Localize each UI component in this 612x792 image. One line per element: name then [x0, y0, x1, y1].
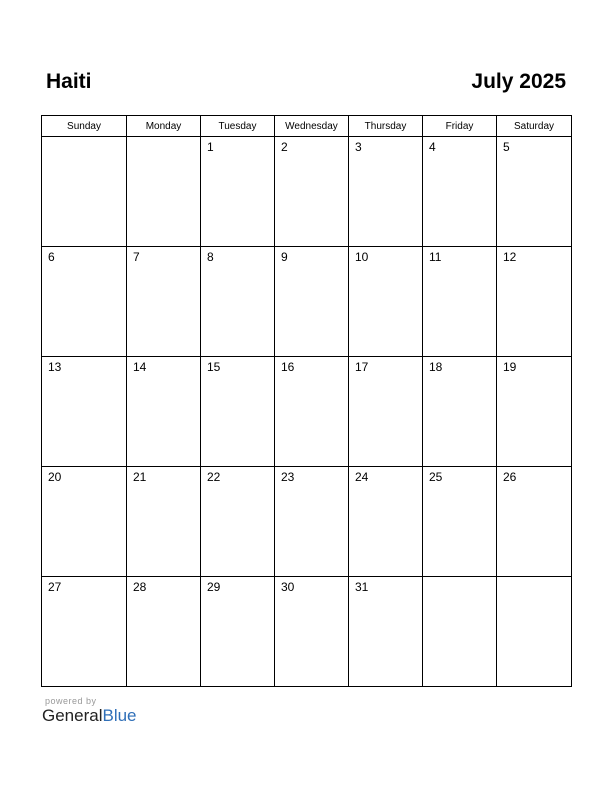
page-header: [46, 70, 566, 100]
day-number: 25: [429, 470, 443, 484]
day-number: 10: [355, 250, 369, 264]
day-number: 9: [281, 250, 288, 264]
day-cell: [497, 247, 572, 357]
day-cell: [201, 577, 275, 687]
day-number: 2: [281, 140, 288, 154]
day-cell: [423, 467, 497, 577]
day-number: 30: [281, 580, 295, 594]
weekday-monday: Monday: [127, 116, 201, 137]
weekday-friday: Friday: [423, 116, 497, 137]
day-number: [127, 137, 200, 140]
day-cell: [275, 137, 349, 247]
day-cell: [127, 467, 201, 577]
day-cell: [349, 247, 423, 357]
powered-by-text: powered by: [45, 696, 97, 706]
day-cell: [127, 577, 201, 687]
day-cell: [201, 247, 275, 357]
day-number: 16: [281, 360, 295, 374]
day-number: [423, 577, 496, 580]
day-cell: [497, 137, 572, 247]
day-number: 12: [503, 250, 517, 264]
day-number: 5: [503, 140, 510, 154]
week-row: [42, 467, 572, 577]
country-title: Haiti: [46, 70, 92, 93]
day-number: 24: [355, 470, 369, 484]
day-number: 4: [429, 140, 436, 154]
day-cell: [201, 467, 275, 577]
weekday-wednesday: Wednesday: [275, 116, 349, 137]
day-number: [42, 137, 126, 140]
empty-day-cell: [127, 137, 201, 247]
brand-blue-text: Blue: [102, 706, 137, 725]
week-row: [42, 577, 572, 687]
week-row: [42, 357, 572, 467]
day-number: [497, 577, 571, 580]
day-cell: [423, 357, 497, 467]
calendar-grid: [41, 115, 572, 687]
day-cell: [127, 247, 201, 357]
calendar-body: [42, 137, 572, 687]
day-number: 15: [207, 360, 221, 374]
weekday-saturday: Saturday: [497, 116, 572, 137]
day-cell: [201, 137, 275, 247]
day-number: 17: [355, 360, 369, 374]
day-cell: [42, 357, 127, 467]
day-cell: [127, 357, 201, 467]
day-number: 22: [207, 470, 221, 484]
day-cell: [201, 357, 275, 467]
day-number: 14: [133, 360, 147, 374]
day-number: 18: [429, 360, 443, 374]
weekday-tuesday: Tuesday: [201, 116, 275, 137]
day-number: 1: [207, 140, 214, 154]
day-cell: [349, 357, 423, 467]
day-cell: [42, 467, 127, 577]
day-cell: [275, 577, 349, 687]
brand-general-text: General: [42, 706, 103, 725]
day-cell: [497, 467, 572, 577]
day-number: 3: [355, 140, 362, 154]
day-number: 11: [429, 250, 442, 264]
month-title: July 2025: [471, 70, 566, 93]
day-number: 7: [133, 250, 140, 264]
day-cell: [349, 137, 423, 247]
empty-day-cell: [42, 137, 127, 247]
day-cell: [423, 247, 497, 357]
footer: [42, 696, 137, 726]
week-row: [42, 137, 572, 247]
empty-day-cell: [497, 577, 572, 687]
day-cell: [42, 247, 127, 357]
day-number: 28: [133, 580, 147, 594]
day-number: 23: [281, 470, 295, 484]
generalblue-logo[interactable]: [42, 706, 137, 726]
day-cell: [275, 357, 349, 467]
weekday-thursday: Thursday: [349, 116, 423, 137]
day-number: 20: [48, 470, 62, 484]
day-number: 21: [133, 470, 147, 484]
day-cell: [349, 467, 423, 577]
day-cell: [423, 137, 497, 247]
day-cell: [349, 577, 423, 687]
day-number: 29: [207, 580, 221, 594]
empty-day-cell: [423, 577, 497, 687]
day-cell: [497, 357, 572, 467]
day-number: 27: [48, 580, 62, 594]
day-cell: [275, 247, 349, 357]
week-row: [42, 247, 572, 357]
day-number: 31: [355, 580, 369, 594]
day-number: 19: [503, 360, 517, 374]
day-number: 13: [48, 360, 62, 374]
weekday-header-row: [42, 116, 572, 137]
day-cell: [42, 577, 127, 687]
day-number: 8: [207, 250, 214, 264]
day-number: 26: [503, 470, 517, 484]
day-number: 6: [48, 250, 55, 264]
day-cell: [275, 467, 349, 577]
weekday-sunday: Sunday: [42, 116, 127, 137]
